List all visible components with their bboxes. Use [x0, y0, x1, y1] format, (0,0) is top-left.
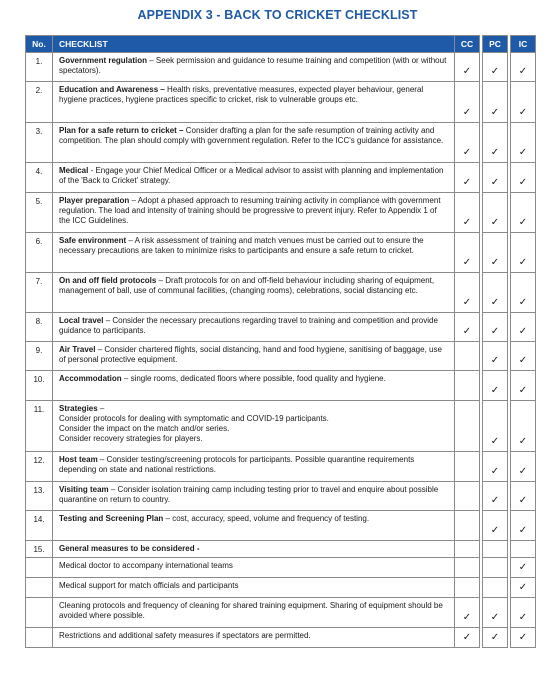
checklist-item — [53, 598, 455, 628]
item-description: – Draft protocols for on and off-field behaviour including sharing of equipment, management of ball, use of communal facilities, (changing rooms), celebrations, social distancing etc. — [59, 276, 435, 295]
item-title: Visiting team — [59, 485, 109, 494]
table-row — [26, 401, 536, 452]
table-row — [26, 82, 536, 123]
check-icon: ✓ — [518, 385, 528, 396]
check-icon: ✓ — [490, 525, 500, 536]
checklist-item — [53, 163, 455, 193]
item-title: Education and Awareness – — [59, 85, 165, 94]
item-description: – single rooms, dedicated floors where possible, food quality and hygiene. — [121, 374, 386, 383]
checklist-item — [53, 511, 455, 541]
check-cell-pc — [483, 273, 508, 313]
check-icon: ✓ — [518, 257, 528, 268]
check-cell-cc — [455, 342, 480, 371]
check-icon: ✓ — [462, 257, 472, 268]
check-icon: ✓ — [518, 177, 528, 188]
check-icon: ✓ — [462, 326, 472, 337]
checklist-item — [53, 82, 455, 123]
page-title: APPENDIX 3 - BACK TO CRICKET CHECKLIST — [137, 8, 418, 22]
check-icon: ✓ — [462, 612, 472, 623]
item-description: – A risk assessment of training and match venues must be carried out to ensure the necessary precautions are taken to minimize risks to participants and ensure a safe return to cricket. — [59, 236, 424, 255]
checklist-item — [53, 123, 455, 163]
item-title: Testing and Screening Plan — [59, 514, 164, 523]
table-row — [26, 628, 536, 648]
row-number: 2. — [26, 82, 53, 123]
check-icon: ✓ — [462, 217, 472, 228]
checklist-item — [53, 452, 455, 482]
check-cell-ic — [511, 401, 536, 452]
row-number: 9. — [26, 342, 53, 371]
item-description: Medical doctor to accompany international teams — [59, 561, 233, 570]
checklist-table — [25, 35, 536, 648]
table-row — [26, 123, 536, 163]
check-cell-cc — [455, 313, 480, 342]
header-checklist: CHECKLIST — [53, 36, 455, 53]
item-title: Safe environment — [59, 236, 127, 245]
check-cell-pc — [483, 193, 508, 233]
check-cell-ic — [511, 82, 536, 123]
check-cell-cc — [455, 452, 480, 482]
check-cell-ic — [511, 371, 536, 401]
check-cell-ic — [511, 342, 536, 371]
table-row — [26, 511, 536, 541]
check-icon: ✓ — [518, 107, 528, 118]
check-cell-ic — [511, 578, 536, 598]
table-row — [26, 193, 536, 233]
check-cell-pc — [483, 313, 508, 342]
check-icon: ✓ — [518, 326, 528, 337]
check-cell-ic — [511, 313, 536, 342]
item-title: Host team — [59, 455, 98, 464]
check-cell-pc — [483, 558, 508, 578]
item-description: Consider drafting a plan for the safe resumption of training activity and competition. The plan should comply with government regulation. Refer to the ICC's guidance for assistance. — [59, 126, 444, 145]
item-description: – Consider testing/screening protocols for participants. Possible quarantine requirements depending on state and national restrictions. — [59, 455, 415, 474]
check-icon: ✓ — [490, 495, 500, 506]
check-cell-pc — [483, 452, 508, 482]
check-cell-pc — [483, 628, 508, 648]
checklist-item — [53, 233, 455, 273]
item-description: Cleaning protocols and frequency of cleaning for shared training equipment. Sharing of equipment should be avoided where possible. — [59, 601, 443, 620]
check-icon: ✓ — [518, 355, 528, 366]
header-pc: PC — [483, 36, 508, 53]
check-cell-pc — [483, 233, 508, 273]
check-cell-ic — [511, 511, 536, 541]
check-cell-cc — [455, 273, 480, 313]
check-icon: ✓ — [490, 355, 500, 366]
row-number — [26, 558, 53, 578]
check-cell-ic — [511, 482, 536, 511]
item-title: Plan for a safe return to cricket – — [59, 126, 184, 135]
table-row — [26, 233, 536, 273]
checklist-item — [53, 628, 455, 648]
check-icon: ✓ — [462, 107, 472, 118]
table-row — [26, 371, 536, 401]
item-title: General measures to be considered - — [59, 544, 200, 553]
row-number: 12. — [26, 452, 53, 482]
header-cc: CC — [455, 36, 480, 53]
check-icon: ✓ — [518, 436, 528, 447]
check-cell-ic — [511, 541, 536, 558]
check-cell-cc — [455, 598, 480, 628]
table-row — [26, 163, 536, 193]
checklist-item — [53, 401, 455, 452]
item-description: Restrictions and additional safety measures if spectators are permitted. — [59, 631, 311, 640]
item-title: Accommodation — [59, 374, 122, 383]
item-description: – Adopt a phased approach to resuming training activity in compliance with government regulation. The load and intensity of training should be progressive to prevent injury. Refer to Appendix 1 of the ICC Guidelines. — [59, 196, 441, 225]
check-cell-ic — [511, 233, 536, 273]
row-number: 14. — [26, 511, 53, 541]
check-icon: ✓ — [518, 66, 528, 77]
check-cell-cc — [455, 53, 480, 82]
table-row — [26, 482, 536, 511]
check-icon: ✓ — [490, 612, 500, 623]
check-icon: ✓ — [490, 66, 500, 77]
checklist-item — [53, 193, 455, 233]
check-icon: ✓ — [462, 147, 472, 158]
item-title: Player preparation — [59, 196, 130, 205]
row-number: 13. — [26, 482, 53, 511]
checklist-item — [53, 273, 455, 313]
checklist-item — [53, 313, 455, 342]
check-icon: ✓ — [518, 147, 528, 158]
check-cell-cc — [455, 482, 480, 511]
table-row — [26, 53, 536, 82]
check-icon: ✓ — [518, 582, 528, 593]
checklist-item — [53, 53, 455, 82]
check-icon: ✓ — [490, 326, 500, 337]
row-number: 10. — [26, 371, 53, 401]
item-description: – Consider the necessary precautions regarding travel to training and competition and provide guidance to participants. — [59, 316, 438, 335]
item-description: – Consider chartered flights, social distancing, hand and food hygiene, sanitising of baggage, use of personal protective equipment. — [59, 345, 442, 364]
row-number: 15. — [26, 541, 53, 558]
check-cell-cc — [455, 193, 480, 233]
table-row — [26, 342, 536, 371]
table-row — [26, 313, 536, 342]
item-description: Health risks, preventative measures, expected player behaviour, general hygiene practices, hygiene practices specific to cricket, risk to vulnerable groups etc. — [59, 85, 424, 104]
row-number: 8. — [26, 313, 53, 342]
header-no: No. — [26, 36, 53, 53]
row-number: 5. — [26, 193, 53, 233]
check-icon: ✓ — [518, 297, 528, 308]
check-cell-pc — [483, 578, 508, 598]
check-icon: ✓ — [490, 466, 500, 477]
check-cell-pc — [483, 53, 508, 82]
check-cell-cc — [455, 82, 480, 123]
check-icon: ✓ — [490, 632, 500, 643]
check-cell-ic — [511, 628, 536, 648]
item-title: Air Travel — [59, 345, 96, 354]
check-icon: ✓ — [518, 466, 528, 477]
item-description: – Consider protocols for dealing with symptomatic and COVID-19 participants. Consider the impact on the match and/or series. Consider recovery strategies for players. — [59, 404, 329, 443]
check-cell-cc — [455, 123, 480, 163]
item-description: – Consider isolation training camp including testing prior to travel and enquire about possible quarantine on return to country. — [59, 485, 439, 504]
checklist-item — [53, 342, 455, 371]
check-cell-pc — [483, 371, 508, 401]
item-title: On and off field protocols — [59, 276, 157, 285]
item-description: Medical support for match officials and participants — [59, 581, 239, 590]
checklist-item — [53, 541, 455, 558]
checklist-item — [53, 558, 455, 578]
check-icon: ✓ — [518, 632, 528, 643]
check-cell-pc — [483, 482, 508, 511]
check-cell-ic — [511, 193, 536, 233]
check-cell-cc — [455, 511, 480, 541]
row-number: 11. — [26, 401, 53, 452]
table-row — [26, 558, 536, 578]
check-icon: ✓ — [518, 525, 528, 536]
check-cell-cc — [455, 401, 480, 452]
check-icon: ✓ — [518, 217, 528, 228]
check-cell-cc — [455, 233, 480, 273]
table-header-row — [26, 36, 536, 53]
check-icon: ✓ — [518, 562, 528, 573]
check-cell-cc — [455, 628, 480, 648]
check-cell-ic — [511, 558, 536, 578]
check-icon: ✓ — [490, 257, 500, 268]
row-number: 4. — [26, 163, 53, 193]
item-title: Strategies — [59, 404, 98, 413]
check-icon: ✓ — [490, 147, 500, 158]
checklist-item — [53, 578, 455, 598]
check-cell-pc — [483, 598, 508, 628]
row-number: 3. — [26, 123, 53, 163]
check-icon: ✓ — [490, 385, 500, 396]
check-cell-pc — [483, 511, 508, 541]
check-cell-ic — [511, 53, 536, 82]
check-cell-cc — [455, 371, 480, 401]
item-title: Medical — [59, 166, 89, 175]
header-ic: IC — [511, 36, 536, 53]
item-title: Local travel — [59, 316, 104, 325]
checklist-item — [53, 371, 455, 401]
check-icon: ✓ — [490, 177, 500, 188]
check-icon: ✓ — [490, 297, 500, 308]
check-cell-pc — [483, 82, 508, 123]
check-cell-ic — [511, 123, 536, 163]
table-row — [26, 598, 536, 628]
check-icon: ✓ — [490, 217, 500, 228]
table-row — [26, 578, 536, 598]
item-title: Government regulation — [59, 56, 148, 65]
check-cell-cc — [455, 578, 480, 598]
check-icon: ✓ — [462, 66, 472, 77]
check-cell-pc — [483, 541, 508, 558]
check-icon: ✓ — [490, 107, 500, 118]
check-cell-ic — [511, 273, 536, 313]
item-description: – cost, accuracy, speed, volume and frequency of testing. — [163, 514, 370, 523]
table-row — [26, 273, 536, 313]
check-icon: ✓ — [518, 612, 528, 623]
item-description: - Engage your Chief Medical Officer or a Medical advisor to assist with planning and implementation of the 'Back to Cricket' strategy. — [59, 166, 444, 185]
check-cell-pc — [483, 163, 508, 193]
row-number — [26, 578, 53, 598]
check-cell-ic — [511, 163, 536, 193]
check-cell-cc — [455, 163, 480, 193]
row-number — [26, 598, 53, 628]
item-description: – Seek permission and guidance to resume training and competition (with or without spectators). — [59, 56, 447, 75]
check-cell-pc — [483, 401, 508, 452]
checklist-item — [53, 482, 455, 511]
table-row — [26, 541, 536, 558]
check-cell-cc — [455, 558, 480, 578]
check-cell-pc — [483, 123, 508, 163]
check-cell-ic — [511, 452, 536, 482]
table-row — [26, 452, 536, 482]
row-number: 6. — [26, 233, 53, 273]
row-number: 1. — [26, 53, 53, 82]
check-icon: ✓ — [462, 632, 472, 643]
check-cell-ic — [511, 598, 536, 628]
row-number — [26, 628, 53, 648]
check-icon: ✓ — [462, 297, 472, 308]
check-cell-pc — [483, 342, 508, 371]
check-icon: ✓ — [490, 436, 500, 447]
check-icon: ✓ — [462, 177, 472, 188]
check-cell-cc — [455, 541, 480, 558]
row-number: 7. — [26, 273, 53, 313]
check-icon: ✓ — [518, 495, 528, 506]
